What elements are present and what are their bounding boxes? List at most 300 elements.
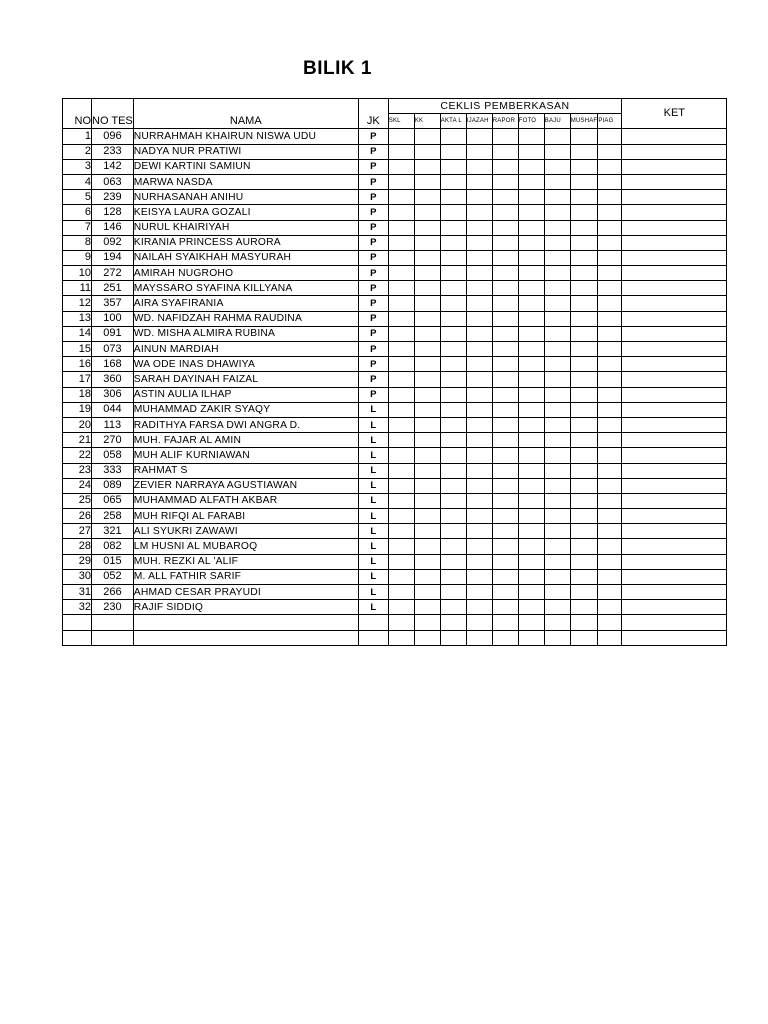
cell-no: 24 [63, 478, 92, 493]
cell-ket [622, 326, 727, 341]
cell-checklist [570, 585, 598, 600]
cell-checklist [440, 281, 466, 296]
cell-checklist [414, 387, 440, 402]
cell-jk: L [358, 433, 388, 448]
cell-checklist [466, 372, 492, 387]
cell-jk: L [358, 539, 388, 554]
cell-checklist [440, 554, 466, 569]
cell-checklist [518, 205, 544, 220]
cell-checklist [466, 266, 492, 281]
cell-jk: L [358, 463, 388, 478]
cell-checklist [466, 205, 492, 220]
cell-checklist [388, 144, 414, 159]
cell-checklist [598, 357, 622, 372]
cell-nama: RADITHYA FARSA DWI ANGRA D. [133, 417, 358, 432]
table-body [63, 129, 727, 645]
cell-no-tes: 091 [92, 326, 134, 341]
cell-ket [622, 493, 727, 508]
table-row [63, 144, 727, 159]
cell-checklist [388, 463, 414, 478]
cell-checklist [388, 569, 414, 584]
table-row [63, 205, 727, 220]
cell-checklist [492, 509, 518, 524]
cell-checklist [570, 342, 598, 357]
cell-checklist [414, 174, 440, 189]
cell-checklist [388, 402, 414, 417]
cell-no: 16 [63, 357, 92, 372]
cell-checklist [598, 342, 622, 357]
cell-checklist [388, 220, 414, 235]
cell-checklist [544, 554, 570, 569]
cell-jk [358, 630, 388, 645]
cell-no-tes: 089 [92, 478, 134, 493]
cell-checklist [598, 478, 622, 493]
cell-checklist [440, 342, 466, 357]
cell-checklist [440, 524, 466, 539]
cell-checklist [518, 433, 544, 448]
cell-checklist [598, 493, 622, 508]
cell-ket [622, 372, 727, 387]
cell-no: 31 [63, 585, 92, 600]
cell-checklist [388, 417, 414, 432]
cell-checklist [388, 250, 414, 265]
cell-checklist [466, 342, 492, 357]
cell-checklist [492, 569, 518, 584]
cell-checklist [570, 326, 598, 341]
table-row [63, 615, 727, 630]
cell-checklist [518, 220, 544, 235]
cell-checklist [544, 266, 570, 281]
header-ceklis-pemberkasan: CEKLIS PEMBERKASAN [388, 99, 622, 114]
cell-no-tes: 058 [92, 448, 134, 463]
cell-nama: MUH. FAJAR AL AMIN [133, 433, 358, 448]
cell-checklist [388, 493, 414, 508]
cell-checklist [544, 433, 570, 448]
cell-checklist [492, 190, 518, 205]
cell-checklist [414, 311, 440, 326]
cell-checklist [388, 174, 414, 189]
table-row [63, 326, 727, 341]
cell-jk: P [358, 250, 388, 265]
cell-ket [622, 205, 727, 220]
cell-no-tes: 168 [92, 357, 134, 372]
cell-no-tes: 142 [92, 159, 134, 174]
cell-checklist [570, 357, 598, 372]
cell-checklist [440, 402, 466, 417]
cell-no-tes: 128 [92, 205, 134, 220]
cell-checklist [414, 615, 440, 630]
cell-checklist [492, 220, 518, 235]
cell-nama: AHMAD CESAR PRAYUDI [133, 585, 358, 600]
cell-no: 26 [63, 509, 92, 524]
cell-no-tes: 251 [92, 281, 134, 296]
cell-checklist [518, 539, 544, 554]
cell-checklist [544, 235, 570, 250]
cell-checklist [598, 296, 622, 311]
cell-no: 13 [63, 311, 92, 326]
cell-no-tes: 063 [92, 174, 134, 189]
cell-checklist [466, 357, 492, 372]
cell-jk: L [358, 417, 388, 432]
cell-checklist [518, 585, 544, 600]
cell-checklist [388, 129, 414, 144]
cell-ket [622, 281, 727, 296]
table-row [63, 509, 727, 524]
cell-checklist [518, 235, 544, 250]
cell-no-tes: 082 [92, 539, 134, 554]
cell-no: 5 [63, 190, 92, 205]
cell-checklist [414, 585, 440, 600]
cell-nama: KEISYA LAURA GOZALI [133, 205, 358, 220]
cell-jk: L [358, 448, 388, 463]
cell-jk: L [358, 524, 388, 539]
cell-checklist [466, 463, 492, 478]
cell-no-tes: 272 [92, 266, 134, 281]
cell-no-tes: 321 [92, 524, 134, 539]
cell-checklist [570, 372, 598, 387]
cell-nama: ASTIN AULIA ILHAP [133, 387, 358, 402]
cell-jk: P [358, 190, 388, 205]
cell-checklist [518, 311, 544, 326]
cell-checklist [414, 630, 440, 645]
cell-nama: AMIRAH NUGROHO [133, 266, 358, 281]
cell-ket [622, 600, 727, 615]
cell-no-tes: 357 [92, 296, 134, 311]
cell-ket [622, 463, 727, 478]
cell-jk: L [358, 554, 388, 569]
cell-checklist [492, 342, 518, 357]
cell-checklist [440, 220, 466, 235]
cell-checklist [570, 311, 598, 326]
cell-checklist [492, 144, 518, 159]
table-row [63, 250, 727, 265]
cell-checklist [518, 493, 544, 508]
cell-checklist [440, 493, 466, 508]
cell-ket [622, 159, 727, 174]
cell-no: 19 [63, 402, 92, 417]
cell-checklist [570, 205, 598, 220]
cell-checklist [492, 539, 518, 554]
cell-checklist [466, 311, 492, 326]
cell-checklist [570, 266, 598, 281]
cell-ket [622, 266, 727, 281]
cell-checklist [388, 630, 414, 645]
cell-checklist [440, 387, 466, 402]
cell-checklist [544, 478, 570, 493]
cell-checklist [466, 250, 492, 265]
cell-no: 29 [63, 554, 92, 569]
cell-nama: LM HUSNI AL MUBAROQ [133, 539, 358, 554]
cell-jk: L [358, 478, 388, 493]
cell-ket [622, 144, 727, 159]
cell-jk: P [358, 144, 388, 159]
table-row [63, 600, 727, 615]
cell-no: 28 [63, 539, 92, 554]
table-row [63, 402, 727, 417]
cell-nama: AINUN MARDIAH [133, 342, 358, 357]
cell-nama [133, 630, 358, 645]
cell-no-tes [92, 630, 134, 645]
table-row [63, 342, 727, 357]
cell-nama: MUH ALIF KURNIAWAN [133, 448, 358, 463]
table-row [63, 357, 727, 372]
cell-checklist [440, 311, 466, 326]
cell-checklist [598, 433, 622, 448]
cell-checklist [414, 281, 440, 296]
cell-ket [622, 387, 727, 402]
header-jk: JK [358, 99, 388, 129]
cell-checklist [414, 266, 440, 281]
cell-no-tes: 113 [92, 417, 134, 432]
cell-checklist [518, 630, 544, 645]
cell-checklist [492, 615, 518, 630]
cell-checklist [518, 463, 544, 478]
cell-nama: MARWA NASDA [133, 174, 358, 189]
cell-checklist [388, 615, 414, 630]
cell-checklist [570, 554, 598, 569]
cell-checklist [518, 509, 544, 524]
cell-checklist [414, 463, 440, 478]
table-row [63, 448, 727, 463]
cell-checklist [440, 585, 466, 600]
cell-no-tes: 239 [92, 190, 134, 205]
cell-no-tes: 266 [92, 585, 134, 600]
cell-checklist [414, 433, 440, 448]
cell-checklist [570, 569, 598, 584]
cell-no: 9 [63, 250, 92, 265]
cell-nama: WA ODE INAS DHAWIYA [133, 357, 358, 372]
cell-checklist [518, 448, 544, 463]
cell-nama: DEWI KARTINI SAMIUN [133, 159, 358, 174]
cell-jk [358, 615, 388, 630]
cell-checklist [570, 509, 598, 524]
cell-no: 18 [63, 387, 92, 402]
cell-no-tes: 073 [92, 342, 134, 357]
cell-no-tes: 092 [92, 235, 134, 250]
cell-nama: KIRANIA PRINCESS AURORA [133, 235, 358, 250]
cell-checklist [570, 448, 598, 463]
header-sub-3: IJAZAH [466, 114, 492, 129]
cell-checklist [492, 205, 518, 220]
cell-no-tes: 096 [92, 129, 134, 144]
cell-checklist [570, 190, 598, 205]
cell-checklist [466, 569, 492, 584]
cell-checklist [466, 615, 492, 630]
cell-checklist [414, 129, 440, 144]
cell-checklist [440, 463, 466, 478]
cell-checklist [492, 600, 518, 615]
header-sub-5: FOTO [518, 114, 544, 129]
cell-checklist [598, 159, 622, 174]
cell-checklist [544, 296, 570, 311]
cell-checklist [598, 174, 622, 189]
cell-jk: P [358, 296, 388, 311]
cell-checklist [414, 524, 440, 539]
cell-checklist [388, 296, 414, 311]
cell-checklist [544, 281, 570, 296]
cell-checklist [518, 281, 544, 296]
cell-nama: WD. NAFIDZAH RAHMA RAUDINA [133, 311, 358, 326]
cell-checklist [466, 402, 492, 417]
cell-jk: P [358, 220, 388, 235]
cell-nama: AIRA SYAFIRANIA [133, 296, 358, 311]
cell-checklist [518, 174, 544, 189]
cell-checklist [388, 326, 414, 341]
cell-checklist [544, 190, 570, 205]
cell-checklist [414, 509, 440, 524]
cell-checklist [544, 250, 570, 265]
cell-checklist [492, 372, 518, 387]
cell-checklist [440, 372, 466, 387]
cell-checklist [570, 539, 598, 554]
cell-checklist [570, 630, 598, 645]
cell-checklist [598, 129, 622, 144]
table-row [63, 417, 727, 432]
cell-checklist [518, 144, 544, 159]
cell-checklist [492, 417, 518, 432]
cell-checklist [492, 448, 518, 463]
cell-jk: L [358, 493, 388, 508]
cell-no-tes: 258 [92, 509, 134, 524]
cell-checklist [598, 600, 622, 615]
cell-checklist [466, 448, 492, 463]
cell-nama: MUHAMMAD ALFATH AKBAR [133, 493, 358, 508]
cell-jk: P [358, 357, 388, 372]
cell-checklist [414, 554, 440, 569]
table-row [63, 129, 727, 144]
cell-checklist [388, 585, 414, 600]
cell-no: 2 [63, 144, 92, 159]
cell-checklist [492, 402, 518, 417]
cell-checklist [544, 342, 570, 357]
cell-checklist [388, 478, 414, 493]
cell-checklist [570, 478, 598, 493]
cell-checklist [598, 266, 622, 281]
cell-jk: P [358, 266, 388, 281]
cell-nama: MAYSSARO SYAFINA KILLYANA [133, 281, 358, 296]
cell-checklist [570, 524, 598, 539]
cell-no-tes: 065 [92, 493, 134, 508]
cell-checklist [544, 144, 570, 159]
cell-ket [622, 311, 727, 326]
cell-checklist [440, 509, 466, 524]
cell-no: 32 [63, 600, 92, 615]
cell-checklist [544, 174, 570, 189]
cell-no-tes: 052 [92, 569, 134, 584]
cell-checklist [544, 630, 570, 645]
cell-jk: P [358, 235, 388, 250]
cell-jk: L [358, 600, 388, 615]
cell-checklist [570, 250, 598, 265]
table-row [63, 554, 727, 569]
cell-checklist [440, 569, 466, 584]
cell-ket [622, 402, 727, 417]
cell-checklist [440, 174, 466, 189]
header-no: NO [63, 99, 92, 129]
cell-checklist [518, 387, 544, 402]
cell-checklist [544, 524, 570, 539]
cell-checklist [492, 493, 518, 508]
cell-checklist [544, 569, 570, 584]
table-row [63, 159, 727, 174]
table-row [63, 235, 727, 250]
cell-checklist [598, 220, 622, 235]
cell-no: 22 [63, 448, 92, 463]
cell-nama: ZEVIER NARRAYA AGUSTIAWAN [133, 478, 358, 493]
cell-ket [622, 129, 727, 144]
header-sub-8: PIAG [598, 114, 622, 129]
cell-checklist [492, 174, 518, 189]
cell-nama: MUHAMMAD ZAKIR SYAQY [133, 402, 358, 417]
cell-no: 3 [63, 159, 92, 174]
cell-no-tes: 044 [92, 402, 134, 417]
cell-jk: L [358, 509, 388, 524]
cell-checklist [466, 296, 492, 311]
cell-checklist [544, 509, 570, 524]
cell-checklist [570, 159, 598, 174]
cell-nama: WD. MISHA ALMIRA RUBINA [133, 326, 358, 341]
cell-no-tes [92, 615, 134, 630]
cell-nama: RAJIF SIDDIQ [133, 600, 358, 615]
cell-nama: ALI SYUKRI ZAWAWI [133, 524, 358, 539]
cell-checklist [518, 417, 544, 432]
cell-checklist [414, 220, 440, 235]
table-row [63, 433, 727, 448]
cell-checklist [492, 524, 518, 539]
cell-checklist [518, 357, 544, 372]
cell-jk: P [358, 205, 388, 220]
cell-checklist [598, 190, 622, 205]
cell-checklist [388, 387, 414, 402]
cell-checklist [388, 281, 414, 296]
cell-ket [622, 190, 727, 205]
cell-ket [622, 250, 727, 265]
cell-jk: P [358, 326, 388, 341]
cell-ket [622, 478, 727, 493]
cell-checklist [440, 235, 466, 250]
cell-checklist [492, 129, 518, 144]
cell-checklist [518, 250, 544, 265]
cell-checklist [466, 478, 492, 493]
cell-no-tes: 333 [92, 463, 134, 478]
cell-no-tes: 270 [92, 433, 134, 448]
cell-checklist [414, 144, 440, 159]
cell-ket [622, 174, 727, 189]
cell-checklist [598, 463, 622, 478]
table-row [63, 569, 727, 584]
cell-jk: P [358, 311, 388, 326]
cell-nama [133, 615, 358, 630]
cell-checklist [414, 205, 440, 220]
cell-ket [622, 569, 727, 584]
cell-checklist [388, 342, 414, 357]
cell-checklist [570, 463, 598, 478]
table-row [63, 493, 727, 508]
cell-checklist [544, 615, 570, 630]
cell-checklist [440, 600, 466, 615]
cell-checklist [388, 357, 414, 372]
table-row [63, 539, 727, 554]
cell-no: 8 [63, 235, 92, 250]
cell-checklist [388, 554, 414, 569]
cell-no-tes: 306 [92, 387, 134, 402]
cell-checklist [598, 554, 622, 569]
cell-checklist [570, 493, 598, 508]
cell-checklist [492, 159, 518, 174]
cell-checklist [388, 524, 414, 539]
cell-checklist [518, 372, 544, 387]
cell-checklist [440, 266, 466, 281]
